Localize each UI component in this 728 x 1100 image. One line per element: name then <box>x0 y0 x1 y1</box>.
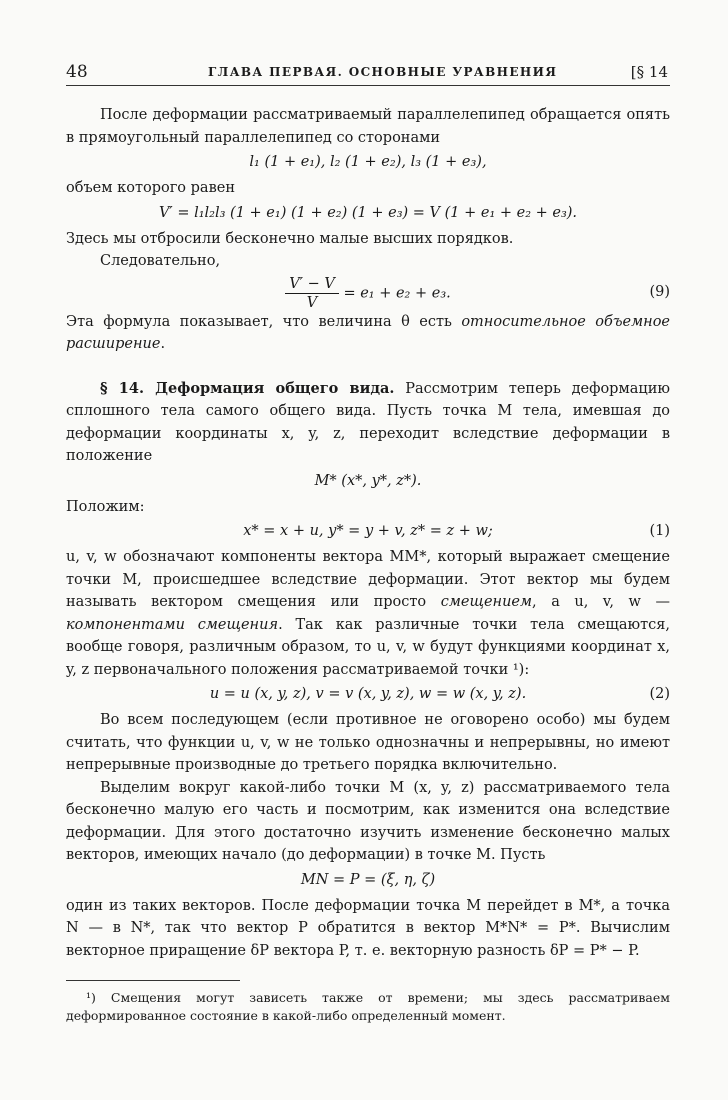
equation-9 <box>66 275 670 309</box>
equation-text: V′ = l₁l₂l₃ (1 + e₁) (1 + e₂) (1 + e₃) = V (1 + e₁ + e₂ + e₃). <box>158 204 578 221</box>
text-run: . Так как различные точки тела смещаются, вообще говоря, различным образом, то u, v, w будут функциями координат x, y, z первоначального положения рассматриваемой точки ¹): <box>66 616 670 678</box>
page <box>66 56 670 1023</box>
equation-text: l₁ (1 + e₁), l₂ (1 + e₂), l₃ (1 + e₃), <box>249 154 487 170</box>
footnote: ¹) Смещения могут зависеть также от времени; мы здесь рассматриваем деформированное состояние в какой-либо определенный момент. <box>66 990 670 1023</box>
equation-number: (1) <box>649 523 670 539</box>
paragraph <box>66 546 670 681</box>
text-run: Рассмотрим теперь деформацию сплошного тела самого общего вида. Пусть точка M тела, имевшая до деформации координаты x, y, z, переходит вследствие деформации в положение <box>66 380 670 464</box>
paragraph: Положим: <box>66 498 145 515</box>
equation-rhs: = e₁ + e₂ + e₃. <box>343 285 451 301</box>
equation-text: MN = P = (ξ, η, ζ) <box>300 871 436 888</box>
running-header <box>66 56 670 86</box>
equation-1 <box>66 520 670 544</box>
header-rule <box>66 85 670 86</box>
paragraph: Следовательно, <box>100 253 221 269</box>
equation-text: x* = x + u, y* = y + v, z* = z + w; <box>243 523 493 539</box>
fraction <box>285 275 339 312</box>
equation-number: (9) <box>649 283 670 300</box>
section-paragraph <box>66 378 670 468</box>
section-heading: § 14. Деформация общего вида. <box>100 379 395 397</box>
italic-term: относительное объемное расширение <box>66 313 670 352</box>
paragraph: Выделим вокруг какой-либо точки M (x, y, z) рассматриваемого тела бесконечно малую его часть и посмотрим, как изменится она вследствие деформации. Для этого достаточно изучить изменение бесконечно малых векторов, имеющих начало (до деформации) в точке M. Пусть <box>66 779 670 863</box>
paragraph: один из таких векторов. После деформации точка M перейдет в M*, а точка N — в N*, так что вектор P обратится в вектор M*N* = P*. Вычислим векторное приращение δP вектора P, т. е. векторную разность δP = P* − P. <box>66 897 670 959</box>
fraction-denominator: V <box>306 294 318 311</box>
paragraph: Во всем последующем (если противное не оговорено особо) мы будем считать, что функции u, v, w не только однозначны и непрерывны, но имеют непрерывные производные до третьего порядка включительно. <box>66 712 670 773</box>
paragraph: Здесь мы отбросили бесконечно малые высших порядков. <box>66 230 514 247</box>
text-run: Эта формула показывает, что величина θ есть <box>66 313 462 330</box>
paragraph: После деформации рассматриваемый параллелепипед обращается опять в прямоугольный параллелепипед со сторонами <box>66 107 670 146</box>
equation-number: (2) <box>649 686 670 702</box>
spacer <box>66 356 670 378</box>
paragraph <box>66 311 670 356</box>
equation-point <box>66 470 670 494</box>
equation-sides <box>66 151 670 175</box>
fraction-numerator: V′ − V <box>285 275 339 294</box>
text-run: . <box>160 336 166 352</box>
equation-text: M* (x*, y*, z*). <box>314 472 422 489</box>
footnote-rule <box>66 980 240 981</box>
text-run: u, v, w обозначают компоненты вектора MM*, который выражает смещение точки M, происшедшее вследствие деформации. Этот вектор мы будем называть вектором смещения или просто <box>66 549 670 610</box>
chapter-title: ГЛАВА ПЕРВАЯ. ОСНОВНЫЕ УРАВНЕНИЯ <box>208 65 558 79</box>
page-body <box>66 104 670 1025</box>
italic-term: смещением <box>440 594 533 610</box>
page-number: 48 <box>66 62 88 82</box>
equation-text: u = u (x, y, z), v = v (x, y, z), w = w (x, y, z). <box>209 686 527 702</box>
equation-2 <box>66 683 670 707</box>
paragraph: объем которого равен <box>66 180 235 196</box>
equation-mn <box>66 869 670 893</box>
section-ref: [§ 14 <box>630 63 668 81</box>
text-run: , а u, v, w — <box>532 594 670 610</box>
italic-term: компонентами смещения <box>66 616 279 633</box>
equation-volume <box>66 202 670 226</box>
